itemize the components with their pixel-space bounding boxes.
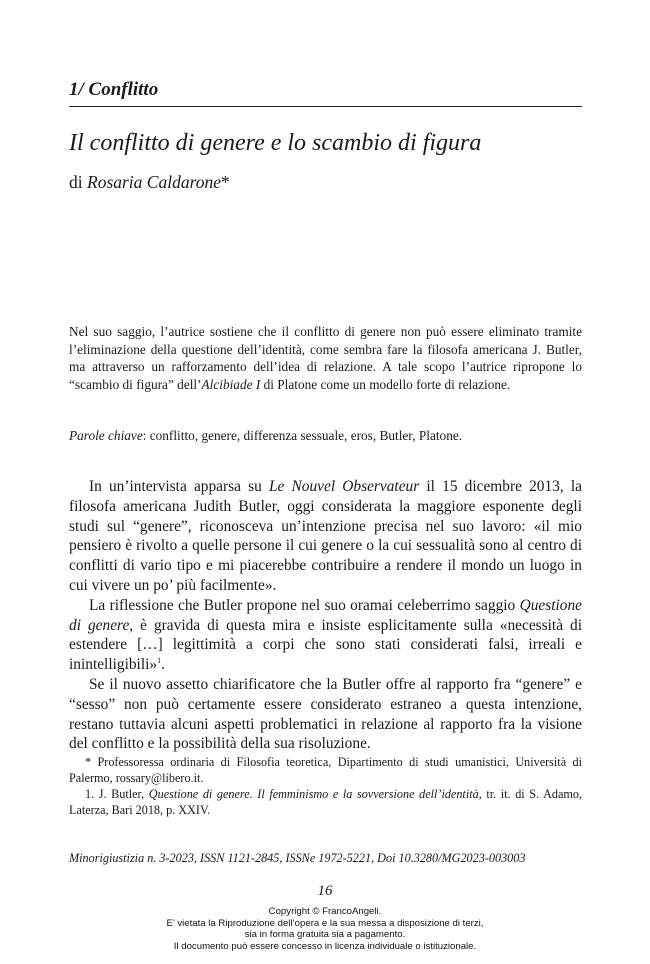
author-footnote-mark: * [221,172,230,192]
abstract [69,323,582,393]
paragraph-3: Se il nuovo assetto chiarificatore che la Butler offre al rapporto fra “genere” e “sesso” non può certamente essere considerato estraneo a questa intenzione, restano tuttavia alcuni aspetti problematici in relazione al rapporto fra la visione del conflitto e la possibilità della sua risoluzione. [69,675,582,753]
p1-text-b: il 15 dicembre 2013, la filosofa americana Judith Butler, oggi considerata la maggiore esponente degli studi sul “genere”, riconosceva un’intenzione precisa nel suo lavoro: «il mio pensiero è rivolto a quelle persone il cui genere o la cui sessualità sono al centro di conflitti di vario tipo e mi piacerebbe contribuire a rendere il mondo un luogo in cui vivere un po’ più facilmente». [69,478,582,594]
footnote-author: * Professoressa ordinaria di Filosofia teoretica, Dipartimento di studi umanistici, Università di Palermo, rossary@libero.it. [69,755,582,785]
p2-text-c: . [161,656,165,674]
byline [69,171,230,193]
p1-journal-name: Le Nouvel Observateur [268,478,420,495]
fn1-text-a: 1. J. Butler, [85,787,149,801]
byline-prefix: di [69,172,87,192]
copyright-line-1: Copyright © FrancoAngeli. [268,906,382,917]
fn1-book-title: Questione di genere. Il femminismo e la sovversione dell’identità [148,787,479,801]
copyright-line-2: E’ vietata la Riproduzione dell’opera e la sua messa a disposizione di terzi, [166,917,484,929]
abstract-text: Nel suo saggio, l’autrice sostiene che il conflitto di genere non può essere eliminato tramite l’eliminazione della questione dell’identità, come sembra fare la filosofa americana J. Butler, ma attraverso un rafforzamento dell’idea di relazione. A tale scopo l’autrice ripropone lo “scambio di figura” dell’ [69,324,582,392]
footnote-1 [69,786,582,818]
keywords [69,427,582,445]
copyright-line-3: sia in forma gratuita sia a pagamento. [244,929,406,941]
keywords-list: : conflitto, genere, differenza sessuale, eros, Butler, Platone. [142,428,463,443]
keywords-label: Parole chiave [69,428,143,443]
page-number: 16 [317,883,333,899]
paragraph-1 [69,477,582,596]
article-title: Il conflitto di genere e lo scambio di figura [69,130,482,156]
footnote-ref-1: 1 [157,656,162,666]
copyright-notice [0,906,650,952]
footnotes [69,754,582,818]
paragraph-2 [69,596,582,675]
abstract-text-end: di Platone come un modello forte di relazione. [260,376,511,392]
abstract-work-title: Alcibiade I [201,376,261,392]
author-name: Rosaria Caldarone [87,172,222,192]
p1-text-a: In un’intervista apparsa su [89,478,269,495]
copyright-line-4: Il documento può essere concesso in licenza individuale o istituzionale. [173,940,477,952]
article-body [69,477,582,754]
p2-text-b: , è gravida di questa mira e insiste esplicitamente sulla «necessità di estendere […] legittimità a corpi che sono stati considerati falsi, irreali e inintelligibili» [69,616,582,674]
fn1-text-b: , tr. it. di S. Adamo, Laterza, Bari 2018, p. XXIV. [69,787,582,817]
section-heading: 1/ Conflitto [69,78,582,107]
journal-citation: Minorigiustizia n. 3-2023, ISSN 1121-2845, ISSNe 1972-5221, Doi 10.3280/MG2023-003003 [69,851,526,865]
p2-text-a: La riflessione che Butler propone nel suo oramai celeberrimo saggio [89,596,520,614]
p2-book-title: Questione di genere [69,596,582,634]
